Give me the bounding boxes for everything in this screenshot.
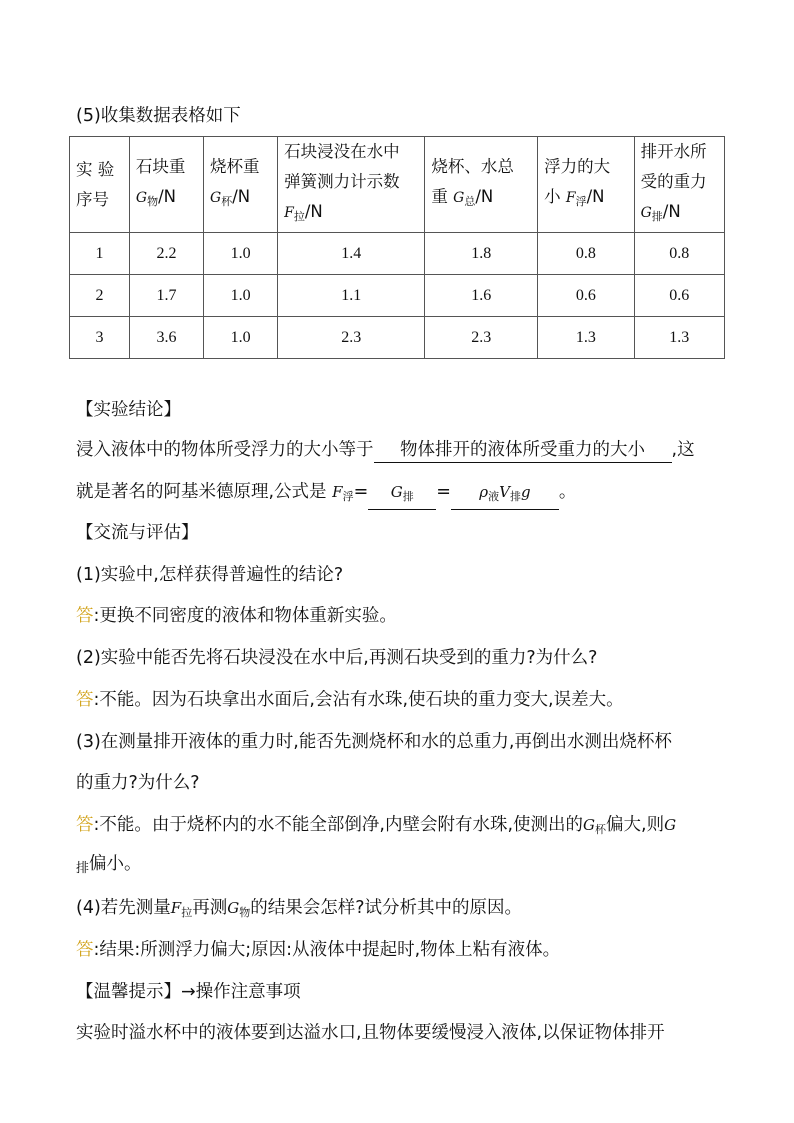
- formula-symbol: G: [583, 816, 596, 834]
- answer-text: 偏大,则: [606, 815, 665, 835]
- formula-blank-1: [368, 480, 436, 510]
- header-unit: /N: [232, 187, 251, 206]
- table-cell: 0.6: [538, 275, 634, 317]
- conclusion-blank: 物体排开的液体所受重力的大小: [374, 438, 672, 463]
- formula-symbol: G: [664, 816, 677, 834]
- question-4: [76, 896, 522, 925]
- header-total-weight: [425, 137, 538, 233]
- table-row: [70, 317, 725, 359]
- answer-text: :不能。由于烧杯内的水不能全部倒净,内壁会附有水珠,使测出的: [93, 815, 584, 835]
- answer-label: 答: [76, 690, 94, 710]
- conclusion-text: 。: [558, 482, 577, 502]
- formula-symbol: G: [227, 899, 240, 917]
- answer-3-line-1: [76, 813, 676, 842]
- conclusion-text: 就是著名的阿基米德原理,公式是: [76, 482, 327, 502]
- table-cell: 1.3: [634, 317, 724, 359]
- table-cell: 1: [70, 233, 130, 275]
- header-text: 烧杯、水总: [431, 157, 514, 176]
- answer-3-line-2: [76, 852, 142, 881]
- header-text: 实 验: [76, 159, 115, 179]
- header-pull-force: [278, 137, 425, 233]
- table-cell: 1.8: [425, 233, 538, 275]
- formula-symbol: g: [520, 483, 531, 501]
- header-text: 石块浸没在水中: [284, 142, 400, 161]
- table-cell: 1.0: [204, 233, 278, 275]
- answer-text: :结果:所测浮力偏大;原因:从液体中提起时,物体上粘有液体。: [93, 940, 561, 960]
- header-subscript: 拉: [293, 210, 305, 223]
- header-displaced-weight: [634, 137, 724, 233]
- header-text: 弹簧测力计示数: [284, 172, 400, 191]
- header-text: 石块重: [135, 157, 186, 176]
- header-subscript: 物: [147, 195, 159, 208]
- formula-subscript: 排: [402, 490, 414, 503]
- header-text: 重: [431, 187, 448, 206]
- formula-symbol: V: [499, 483, 510, 501]
- header-text: 浮力的大: [544, 157, 611, 176]
- header-symbol: G: [453, 190, 465, 206]
- answer-text: 偏小。: [89, 854, 142, 874]
- header-unit: /N: [158, 187, 176, 206]
- tip-heading-line: [76, 980, 301, 1004]
- formula-subscript: 排: [76, 861, 90, 876]
- header-symbol: G: [640, 205, 652, 221]
- table-cell: 1.0: [204, 317, 278, 359]
- header-text: 小: [544, 187, 561, 206]
- table-cell: 2.3: [278, 317, 425, 359]
- formula-symbol: F: [170, 899, 182, 917]
- question-text: 再测: [192, 898, 228, 918]
- header-symbol: G: [210, 190, 222, 206]
- conclusion-line-2: [76, 480, 576, 510]
- answer-text: :更换不同密度的液体和物体重新实验。: [93, 606, 397, 626]
- header-text: 序号: [76, 189, 109, 209]
- header-text: 受的重力: [640, 172, 707, 191]
- answer-label: 答: [76, 940, 94, 960]
- table-cell: 1.7: [129, 275, 203, 317]
- tip-text: 实验时溢水杯中的液体要到达溢水口,且物体要缓慢浸入液体,以保证物体排开: [76, 1023, 665, 1043]
- answer-1: [76, 604, 397, 628]
- conclusion-text: ,这: [671, 440, 695, 460]
- header-symbol: G: [135, 190, 148, 206]
- header-text: 排开水所: [640, 142, 707, 161]
- table-cell: 0.8: [538, 233, 634, 275]
- data-table: [69, 136, 725, 359]
- answer-2: [76, 688, 624, 712]
- question-3-line-1: (3)在测量排开液体的重力时,能否先测烧杯和水的总重力,再倒出水测出烧杯杯: [76, 732, 672, 752]
- table-cell: 1.6: [425, 275, 538, 317]
- formula-subscript: 浮: [342, 490, 354, 503]
- evaluation-heading: 【交流与评估】: [76, 523, 199, 543]
- table-caption: (5)收集数据表格如下: [76, 106, 241, 126]
- formula-equals: =: [353, 482, 369, 502]
- table-cell: 1.0: [204, 275, 278, 317]
- question-2: (2)实验中能否先将石块浸没在水中后,再测石块受到的重力?为什么?: [76, 648, 598, 668]
- question-3-line-2: 的重力?为什么?: [76, 773, 200, 793]
- header-trial: [70, 137, 130, 233]
- header-subscript: 浮: [575, 195, 587, 208]
- question-text: 的结果会怎样?试分析其中的原因。: [250, 898, 522, 918]
- header-stone-weight: [129, 137, 203, 233]
- formula-symbol: G: [390, 483, 403, 501]
- table-header-row: [70, 137, 725, 233]
- table-cell: 2: [70, 275, 130, 317]
- header-buoyancy: [538, 137, 634, 233]
- conclusion-heading: 【实验结论】: [76, 400, 181, 420]
- formula-subscript: 拉: [181, 906, 193, 919]
- formula-subscript: 杯: [595, 823, 607, 836]
- header-symbol: F: [565, 190, 576, 206]
- table-cell: 3.6: [129, 317, 203, 359]
- table-cell: 1.3: [538, 317, 634, 359]
- question-text: (4)若先测量: [76, 898, 171, 918]
- table-cell: 0.8: [634, 233, 724, 275]
- formula-symbol: ρ: [479, 483, 489, 501]
- conclusion-text: 浸入液体中的物体所受浮力的大小等于: [76, 440, 374, 460]
- header-unit: /N: [304, 202, 323, 221]
- answer-text: :不能。因为石块拿出水面后,会沾有水珠,使石块的重力变大,误差大。: [93, 690, 624, 710]
- header-unit: /N: [475, 187, 494, 206]
- answer-label: 答: [76, 815, 94, 835]
- formula-equals: =: [436, 482, 451, 502]
- header-subscript: 杯: [221, 195, 233, 208]
- table-row: [70, 233, 725, 275]
- answer-4: [76, 938, 560, 962]
- header-subscript: 排: [651, 210, 663, 223]
- tip-heading: 【温馨提示】: [76, 982, 181, 1002]
- header-unit: /N: [586, 187, 605, 206]
- header-subscript: 总: [464, 195, 476, 208]
- formula-blank-2: [451, 480, 559, 510]
- tip-subheading: →操作注意事项: [181, 982, 301, 1002]
- formula-symbol: F: [332, 483, 343, 501]
- table-row: [70, 275, 725, 317]
- table-cell: 2.3: [425, 317, 538, 359]
- formula-subscript: 液: [488, 490, 500, 503]
- question-1: (1)实验中,怎样获得普遍性的结论?: [76, 565, 344, 585]
- formula-subscript: 物: [239, 906, 251, 919]
- table-cell: 1.1: [278, 275, 425, 317]
- table-cell: 3: [70, 317, 130, 359]
- conclusion-line-1: [76, 438, 695, 463]
- answer-label: 答: [76, 606, 94, 626]
- header-text: 烧杯重: [210, 157, 260, 176]
- table-cell: 2.2: [129, 233, 203, 275]
- formula-subscript: 排: [509, 490, 521, 503]
- table-cell: 1.4: [278, 233, 425, 275]
- table-cell: 0.6: [634, 275, 724, 317]
- header-symbol: F: [284, 205, 294, 221]
- header-unit: /N: [662, 202, 681, 221]
- header-beaker-weight: [204, 137, 278, 233]
